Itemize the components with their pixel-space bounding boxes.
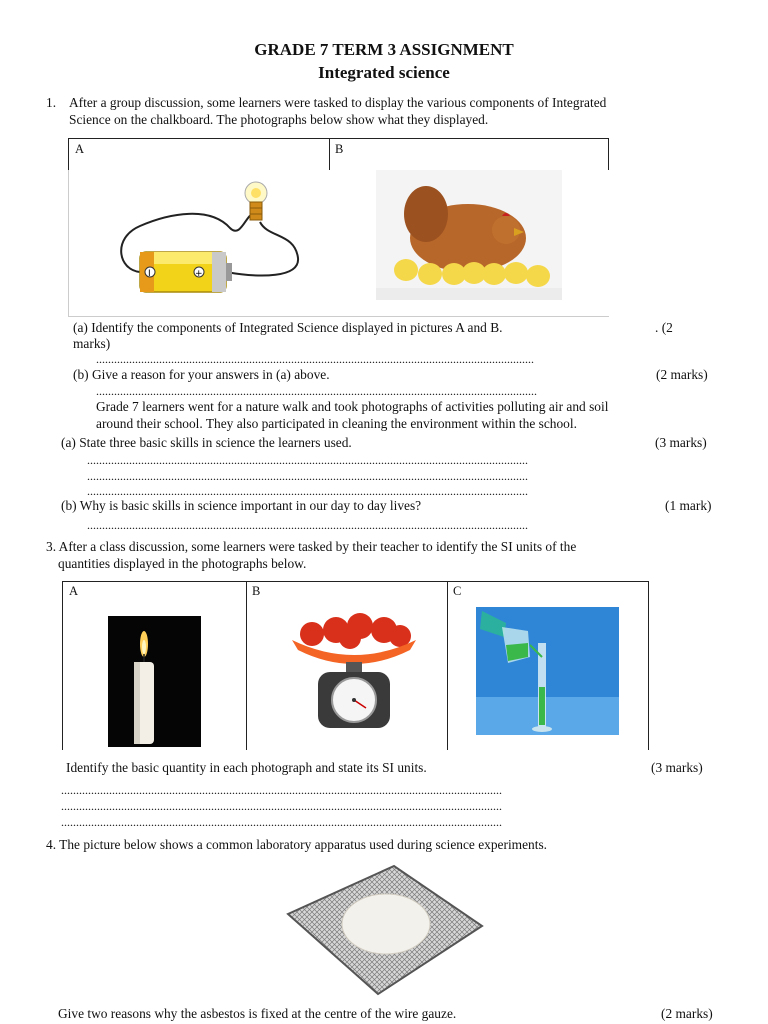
q3-label-c: C bbox=[453, 584, 462, 598]
circuit-battery-bulb-icon bbox=[110, 178, 310, 300]
q1a-marks-cont: marks) bbox=[73, 336, 111, 351]
q2a-answer-line-2[interactable]: ................................................................................................................................................... bbox=[87, 469, 528, 483]
q3-line2: quantities displayed in the photographs below. bbox=[58, 556, 307, 571]
wire-gauze-photo bbox=[282, 862, 486, 998]
q2-line2: around their school. They also participated in cleaning the environment within the school. bbox=[96, 416, 577, 431]
weighing-scale-photo bbox=[290, 612, 418, 730]
page-title: GRADE 7 TERM 3 ASSIGNMENT bbox=[254, 40, 514, 59]
q3-label-a: A bbox=[69, 584, 79, 598]
q4-line1: 4. The picture below shows a common laboratory apparatus used during science experiments. bbox=[46, 837, 548, 852]
q1b-marks: (2 marks) bbox=[656, 367, 708, 382]
q3-label-b: B bbox=[252, 584, 261, 598]
q2-line1: Grade 7 learners went for a nature walk and took photographs of activities polluting air and soil bbox=[96, 399, 609, 414]
q1-number: 1. bbox=[46, 95, 57, 110]
q1b-question: (b) Give a reason for your answers in (a) above. bbox=[73, 367, 330, 382]
q2a-question: (a) State three basic skills in science the learners used. bbox=[61, 435, 352, 450]
svg-text:+: + bbox=[195, 269, 203, 279]
measuring-cylinder-photo bbox=[476, 607, 619, 735]
q2b-marks: (1 mark) bbox=[665, 498, 712, 513]
q1b-answer-line[interactable]: ................................................................................................................................................... bbox=[96, 384, 537, 398]
q1-label-a: A bbox=[75, 142, 85, 156]
svg-text:I: I bbox=[148, 269, 151, 279]
q3-marks: (3 marks) bbox=[651, 760, 703, 775]
q2a-answer-line-3[interactable]: ................................................................................................................................................... bbox=[87, 484, 528, 498]
page-subtitle: Integrated science bbox=[318, 63, 450, 82]
q4-marks: (2 marks) bbox=[661, 1006, 713, 1021]
q3-answer-line-3[interactable]: ................................................................................................................................................... bbox=[61, 815, 502, 829]
q3-answer-line-2[interactable]: ................................................................................................................................................... bbox=[61, 799, 502, 813]
candle-photo bbox=[108, 616, 201, 747]
q1a-answer-line[interactable]: .................................................................................................................................................. bbox=[96, 352, 534, 366]
q1a-marks: . (2 bbox=[655, 320, 673, 335]
q2a-marks: (3 marks) bbox=[655, 435, 707, 450]
hen-with-chicks-photo bbox=[376, 170, 562, 300]
q4-instruction: Give two reasons why the asbestos is fixed at the centre of the wire gauze. bbox=[58, 1006, 457, 1021]
q3-instruction: Identify the basic quantity in each photograph and state its SI units. bbox=[66, 760, 427, 775]
q3-answer-line-1[interactable]: ................................................................................................................................................... bbox=[61, 783, 502, 797]
q1a-question: (a) Identify the components of Integrated Science displayed in pictures A and B. bbox=[73, 320, 503, 335]
q1-line1: After a group discussion, some learners were tasked to display the various components of Integrated bbox=[69, 95, 607, 110]
q1-label-b: B bbox=[335, 142, 344, 156]
q2b-answer-line[interactable]: ................................................................................................................................................... bbox=[87, 518, 528, 532]
q3-line1: 3. After a class discussion, some learners were tasked by their teacher to identify the SI units of the bbox=[46, 539, 577, 554]
q1-line2: Science on the chalkboard. The photographs below show what they displayed. bbox=[69, 112, 489, 127]
q2b-question: (b) Why is basic skills in science important in our day to day lives? bbox=[61, 498, 422, 513]
q2a-answer-line-1[interactable]: ................................................................................................................................................... bbox=[87, 453, 528, 467]
